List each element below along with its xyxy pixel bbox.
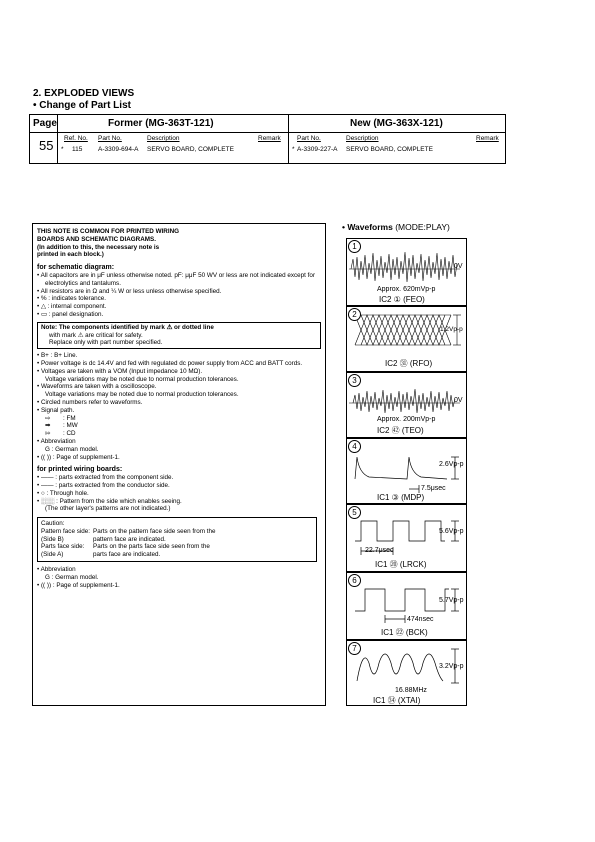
note-item: • ○ : Through hole. (37, 489, 89, 497)
safety-line: Replace only with part number specified. (49, 339, 163, 347)
signal-mw (37, 422, 321, 430)
wave-amplitude: 1.2Vp-p (440, 326, 463, 333)
wave-amplitude: 2.6Vp-p (439, 461, 464, 468)
note-item: • ▭ : panel designation. (37, 310, 104, 318)
wave-caption: IC1 ㉞ (XTAI) (373, 696, 421, 705)
section-title: 2. EXPLODED VIEWS (33, 88, 135, 99)
wave-time: 7.5μsec (421, 485, 446, 492)
note-item: • All resistors are in Ω and ¼ W or less unless otherwise specified. (37, 287, 222, 295)
parts-change-table (29, 114, 506, 164)
safety-line: with mark ⚠ are critical for safety. (49, 331, 143, 339)
wave-caption: IC2 ㉛ (RFO) (385, 359, 433, 368)
note-item: G : German model. (45, 573, 99, 581)
note-item: • —— : parts extracted from the component side. (37, 474, 174, 482)
page-header: Page (33, 118, 57, 129)
safety-line: Note: The components identified by mark ⚠ or dotted line (41, 323, 214, 331)
caution-key: (Side A) (41, 551, 64, 559)
note-item: • % : indicates tolerance. (37, 295, 107, 303)
waveform-3 (346, 372, 467, 438)
wave-time: 16.88MHz (395, 687, 427, 694)
waveform-5 (346, 504, 467, 572)
caution-value: Parts on the pattern face side seen from the (93, 527, 216, 535)
note-item: • Abbreviation (37, 566, 76, 574)
new-desc: SERVO BOARD, COMPLETE (346, 146, 433, 153)
note-item: • Circled numbers refer to waveforms. (37, 398, 143, 406)
caution-box (37, 517, 317, 562)
note-item: • (( )) : Page of supplement-1. (37, 453, 120, 461)
col-ref-no: Ref. No. (64, 135, 88, 142)
wave-amplitude: Approx. 200mVp-p (377, 416, 436, 423)
caution-key: Parts face side: (41, 543, 85, 551)
wave-number: 6 (348, 574, 361, 587)
waveform-4 (346, 438, 467, 504)
new-part: A-3309-227-A (297, 146, 338, 153)
safety-note (37, 322, 321, 349)
former-ref: 115 (72, 146, 83, 153)
note-item: • Abbreviation (37, 437, 76, 445)
former-desc: SERVO BOARD, COMPLETE (147, 146, 234, 153)
wave-amplitude: Approx. 620mVp-p (377, 286, 436, 293)
wave-caption: IC1 ⑳ (LRCK) (375, 560, 427, 569)
note-item: • Signal path. (37, 406, 75, 414)
caution-title: Caution: (41, 520, 65, 528)
signal-fm (37, 415, 321, 423)
wave-caption: IC2 ① (FEO) (379, 295, 425, 304)
pwb-title: for printed wiring boards: (37, 466, 123, 474)
notes-heading: (In addition to this, the necessary note is (37, 243, 160, 251)
note-item: (The other layer's patterns are not indicated.) (45, 505, 171, 513)
waveform-6 (346, 572, 467, 640)
arrow-solid-icon: ➡ (45, 422, 51, 430)
note-item: Voltage variations may be noted due to normal production tolerances. (45, 391, 239, 399)
former-bullet: * (61, 146, 64, 153)
note-item: • B+ : B+ Line. (37, 352, 78, 360)
caution-value: parts face are indicated. (93, 551, 161, 559)
note-item: • (( )) : Page of supplement-1. (37, 581, 120, 589)
wave-time: 474nsec (407, 616, 434, 623)
col-remark-new: Remark (476, 135, 499, 142)
wave-amplitude: 5.6Vp-p (439, 528, 464, 535)
new-header: New (MG-363X-121) (350, 118, 443, 129)
note-item: • Waveforms are taken with a oscilloscope. (37, 383, 157, 391)
note-item: • Power voltage is dc 14.4V and fed with regulated dc power supply from ACC and BATT cords. (37, 359, 303, 367)
waveform-7 (346, 640, 467, 706)
signal-mw-label: : MW (63, 422, 78, 430)
caution-value: pattern face are indicated. (93, 535, 166, 543)
col-description: Description (147, 135, 180, 142)
note-item: G : German model. (45, 445, 99, 453)
caution-value: Parts on the parts face side seen from the (93, 543, 210, 551)
note-item: • All capacitors are in μF unless otherwise noted. pF: μμF 50 WV or less are not indicated except for electrolytics and tantalums. (37, 271, 316, 287)
col-description-new: Description (346, 135, 379, 142)
wave-amplitude: 5.7Vp-p (439, 597, 464, 604)
col-part-no: Part No. (98, 135, 122, 142)
notes-box (32, 223, 326, 706)
waveforms-heading: • Waveforms (342, 222, 393, 232)
signal-cd (37, 430, 321, 438)
notes-heading: THIS NOTE IS COMMON FOR PRINTED WIRING (37, 228, 180, 235)
note-item: • Voltages are taken with a VOM (Input impedance 10 MΩ). (37, 367, 203, 375)
schematic-title: for schematic diagram: (37, 264, 115, 272)
new-bullet: * (292, 146, 295, 153)
waveforms-title (342, 222, 450, 232)
wave-number: 3 (348, 374, 361, 387)
wave-number: 7 (348, 642, 361, 655)
caution-key: (Side B) (41, 535, 64, 543)
note-item: Voltage variations may be noted due to normal production tolerances. (45, 375, 239, 383)
wave-amplitude: 3.2Vp-p (439, 663, 464, 670)
wave-number: 2 (348, 308, 361, 321)
wave-ref: 0V (454, 397, 463, 404)
wave-caption: IC2 ㊷ (TEO) (377, 426, 424, 435)
note-item: • —— : parts extracted from the conductor side. (37, 481, 170, 489)
signal-fm-label: : FM (63, 414, 76, 422)
arrow-outline-icon: ⇨ (45, 414, 51, 422)
wave-ref: 0V (454, 263, 463, 270)
former-header: Former (MG-363T-121) (108, 118, 214, 129)
wave-time: 22.7μsec (365, 547, 394, 554)
signal-cd-label: : CD (63, 430, 76, 438)
wave-number: 5 (348, 506, 361, 519)
col-part-no-new: Part No. (297, 135, 321, 142)
col-remark: Remark (258, 135, 281, 142)
waveform-2 (346, 306, 467, 372)
wave-number: 1 (348, 240, 361, 253)
arrow-hatched-icon: ⇰ (45, 430, 51, 438)
wave-caption: IC1 ㉒ (BCK) (381, 628, 428, 637)
wave-number: 4 (348, 440, 361, 453)
note-item: • ░░░ : Pattern from the side which enables seeing. (37, 497, 182, 505)
wave-caption: IC1 ③ (MDP) (377, 493, 425, 502)
page-number: 55 (39, 138, 54, 153)
former-part: A-3309-694-A (98, 146, 139, 153)
caution-key: Pattern face side: (41, 527, 91, 535)
note-item: • △ : internal component. (37, 303, 107, 311)
notes-heading: printed in each block.) (37, 251, 104, 259)
section-subtitle: • Change of Part List (33, 100, 131, 111)
notes-heading: BOARDS AND SCHEMATIC DIAGRAMS. (37, 235, 156, 243)
waveform-1 (346, 238, 467, 306)
waveforms-mode: (MODE:PLAY) (395, 222, 450, 232)
